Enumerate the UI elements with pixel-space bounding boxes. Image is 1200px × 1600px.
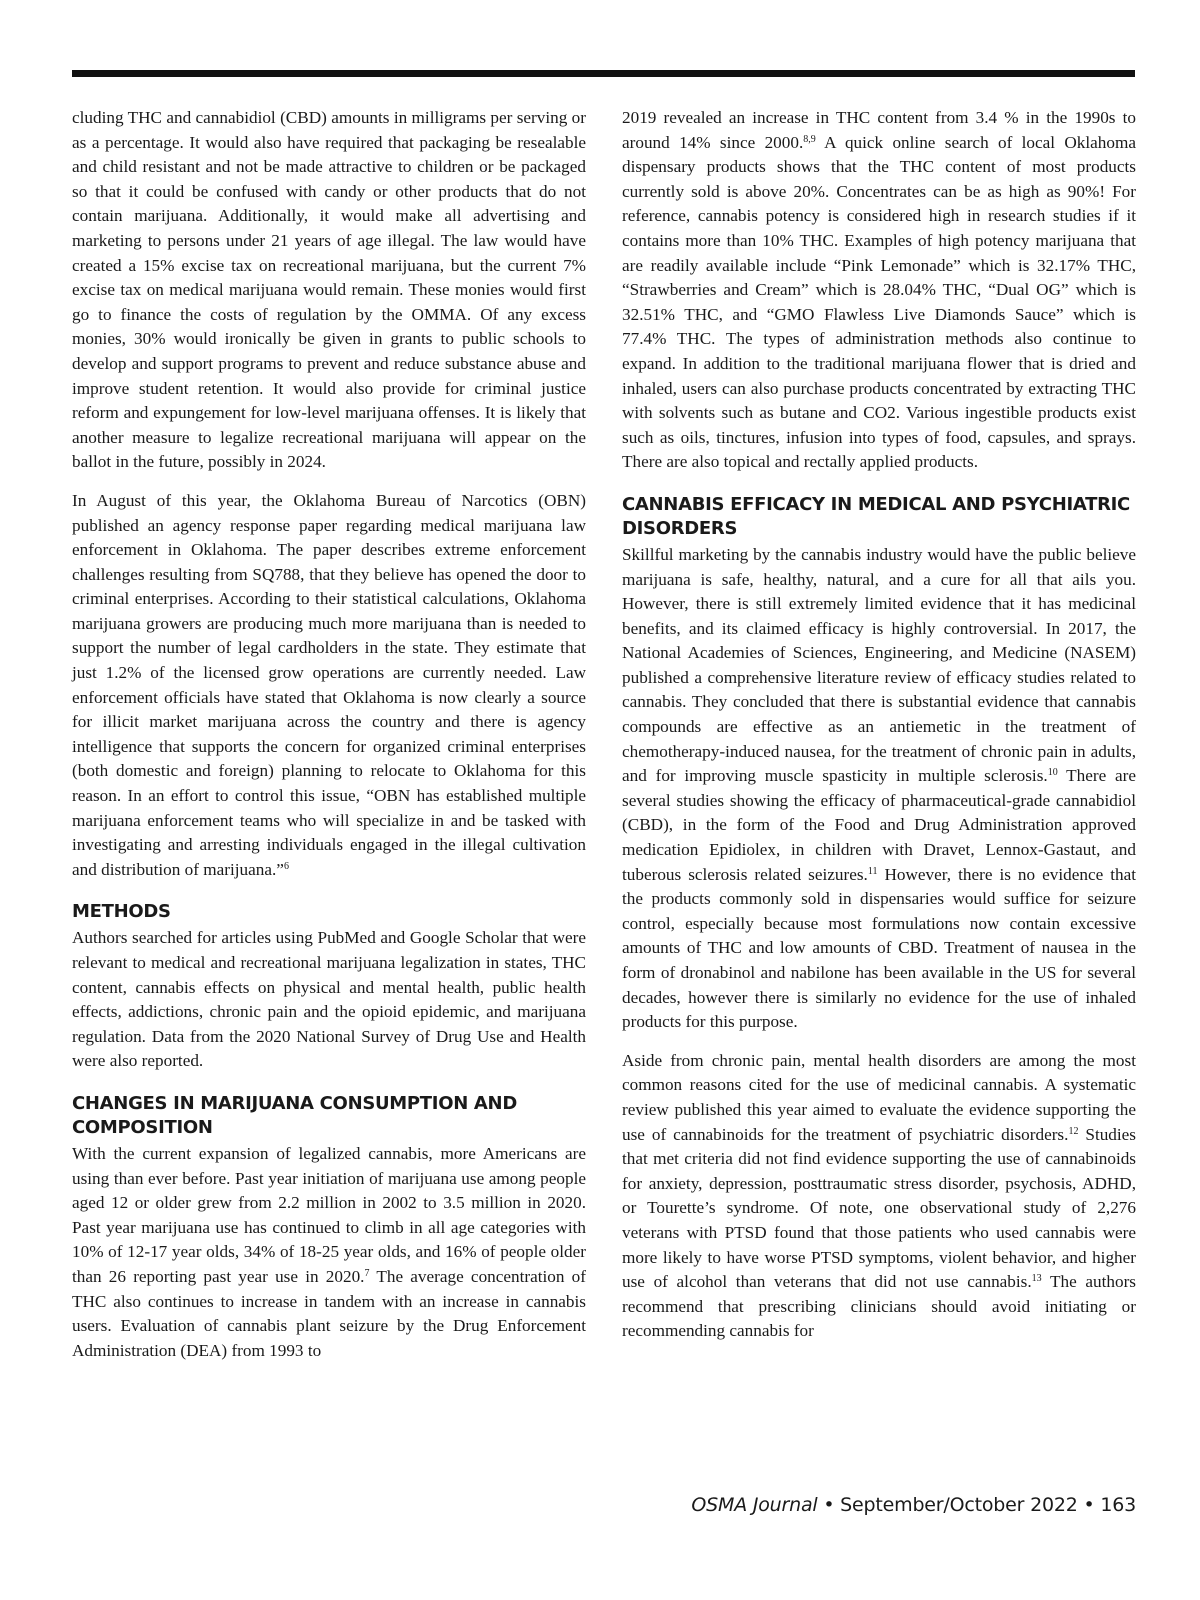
paragraph-text: However, there is no evidence that the products commonly sold in dispensaries would suffice for seizure control, especially because most formulations now contain excessive amounts of THC and low amounts of CBD. Treatment of nausea in the form of dronabinol and nabilone has been available in the US for several decades, however there is similarly no evidence for the use of inhaled products for this purpose. — [622, 864, 1136, 1032]
paragraph-text: A quick online search of local Oklahoma dispensary products shows that the THC content of most products currently sold is above 20%. Concentrates can be as high as 90%! For reference, cannabis potency is considered high in research studies if it contains more than 10% THC. Examples of high potency marijuana that are readily available include “Pink Lemonade” which is 32.17% THC, “Strawberries and Cream” which is 28.04% THC, “Dual OG” which is 32.51% THC, and “GMO Flawless Live Diamonds Sauce” which is 77.4% THC. The types of administration methods also continue to expand. In addition to the traditional marijuana flower that is dried and inhaled, users can also purchase products concentrated by extracting THC with solvents such as butane and CO2. Various ingestible products exist such as oils, tinctures, infusion into types of food, capsules, and sprays. There are also topical and rectally applied products. — [622, 132, 1136, 472]
paragraph-text: There are several studies showing the efficacy of pharmaceutical-grade cannabidiol (CBD), in the form of the Food and Drug Administration approved medication Epidiolex, in children with Dravet, Lennox-Gastaut, and tuberous sclerosis related seizures. — [622, 766, 1136, 884]
section-heading-efficacy: CANNABIS EFFICACY IN MEDICAL AND PSYCHIATRIC DISORDERS — [622, 493, 1130, 539]
reference-marker: 11 — [867, 865, 878, 877]
section-heading-methods: METHODS — [72, 901, 171, 923]
reference-marker: 10 — [1047, 767, 1058, 779]
paragraph-text: Skillful marketing by the cannabis industry would have the public believe marijuana is safe, healthy, natural, and a cure for all that ails you. However, there is still extremely limited evidence that it has medicinal benefits, and its claimed efficacy is highly controversial. In 2017, the National Academies of Sciences, Engineering, and Medicine (NASEM) published a comprehensive literature review of efficacy studies related to cannabis. They concluded that there is substantial evidence that cannabis compounds are effective as an antiemetic in the treatment of chemotherapy-induced nausea, for the treatment of chronic pain in adults, and for improving muscle spasticity in multiple sclerosis. — [622, 544, 1136, 786]
paragraph: cluding THC and cannabidiol (CBD) amounts in milligrams per serving or as a percentage. It would also have required that packaging be resealable and child resistant and not be made attractive to children or be packaged so that it could be confused with candy or other products that do not contain marijuana. Additionally, it would make all advertising and marketing to persons under 21 years of age illegal. The law would have created a 15% excise tax on recreational marijuana, but the current 7% excise tax on medical marijuana would remain. These monies would first go to finance the costs of regulation by the OMMA. Of any excess monies, 30% would ironically be given in grants to public schools to develop and support programs to prevent and reduce substance abuse and improve student retention. It would also provide for criminal justice reform and expungement for low-level marijuana offenses. It is likely that another measure to legalize recreational marijuana will appear on the ballot in the future, possibly in 2024. — [72, 108, 586, 472]
reference-marker: 7 — [364, 1267, 370, 1279]
paragraph-text: The authors recommend that prescribing clinicians should avoid initiating or recommending cannabis for — [622, 1272, 1136, 1341]
right-column — [622, 106, 1136, 1358]
paragraph-text: In August of this year, the Oklahoma Bureau of Narcotics (OBN) published an agency response paper regarding medical marijuana law enforcement in Oklahoma. The paper describes extreme enforcement challenges resulting from SQ788, that they believe has opened the door to criminal enterprises. According to their statistical calculations, Oklahoma marijuana growers are producing much more marijuana than is needed to support the number of legal cardholders in the state. They estimate that just 1.2% of the licensed grow operations are currently needed. Law enforcement officials have stated that Oklahoma is now clearly a source for illicit market marijuana across the country and there is agency intelligence that supports the concern for organized criminal enterprises (both domestic and foreign) planning to relocate to Oklahoma for this reason. In an effort to control this issue, “OBN has established multiple marijuana enforcement teams who will specialize in and be tasked with investigating and arresting individuals engaged in the illegal cultivation and distribution of marijuana.” — [72, 490, 586, 879]
paragraph-text: Aside from chronic pain, mental health disorders are among the most common reasons cited for the use of medicinal cannabis. A systematic review published this year aimed to evaluate the evidence supporting the use of cannabinoids for the treatment of psychiatric disorders. — [622, 1050, 1136, 1144]
paragraph-text: Studies that met criteria did not find evidence supporting the use of cannabinoids for anxiety, depression, posttraumatic stress disorder, psychosis, ADHD, or Tourette’s syndrome. Of note, one observational study of 2,276 veterans with PTSD found that those patients who used cannabis were more likely to have worse PTSD symptoms, violent behavior, and higher use of alcohol than veterans that did not use cannabis. — [622, 1124, 1136, 1292]
top-rule — [72, 70, 1135, 77]
left-column — [72, 106, 586, 1377]
paragraph-text: The average concentration of THC also continues to increase in tandem with an increase in cannabis users. Evaluation of cannabis plant seizure by the Drug Enforcement Administration (DEA) from 1993 to — [72, 1266, 586, 1360]
paragraph — [622, 106, 1136, 475]
section-heading-changes: CHANGES IN MARIJUANA CONSUMPTION AND COMPOSITION — [72, 1092, 517, 1138]
paragraph — [72, 1142, 586, 1363]
reference-marker: 8,9 — [803, 133, 816, 145]
paragraph-text: 2019 revealed an increase in THC content from 3.4 % in the 1990s to around 14% since 2000. — [622, 108, 1136, 152]
paragraph: Authors searched for articles using PubMed and Google Scholar that were relevant to medical and recreational marijuana legalization in states, THC content, cannabis effects on physical and mental health, public health effects, addictions, chronic pain and the opioid epidemic, and marijuana regulation. Data from the 2020 National Survey of Drug Use and Health were also reported. — [72, 928, 586, 1071]
reference-marker: 13 — [1031, 1273, 1042, 1285]
footer-issue-page: • September/October 2022 • 163 — [817, 1494, 1136, 1516]
paragraph — [622, 543, 1136, 1035]
page-footer — [691, 1493, 1136, 1517]
paragraph — [72, 489, 586, 883]
reference-marker: 6 — [283, 860, 289, 872]
paragraph — [622, 1049, 1136, 1344]
journal-name: OSMA Journal — [691, 1494, 818, 1516]
reference-marker: 12 — [1068, 1125, 1079, 1137]
paragraph-text: With the current expansion of legalized cannabis, more Americans are using than ever before. Past year initiation of marijuana use among people aged 12 or older grew from 2.2 million in 2002 to 3.5 million in 2020. Past year marijuana use has continued to climb in all age categories with 10% of 12-17 year olds, 34% of 18-25 year olds, and 16% of people older than 26 reporting past year use in 2020. — [72, 1143, 586, 1286]
